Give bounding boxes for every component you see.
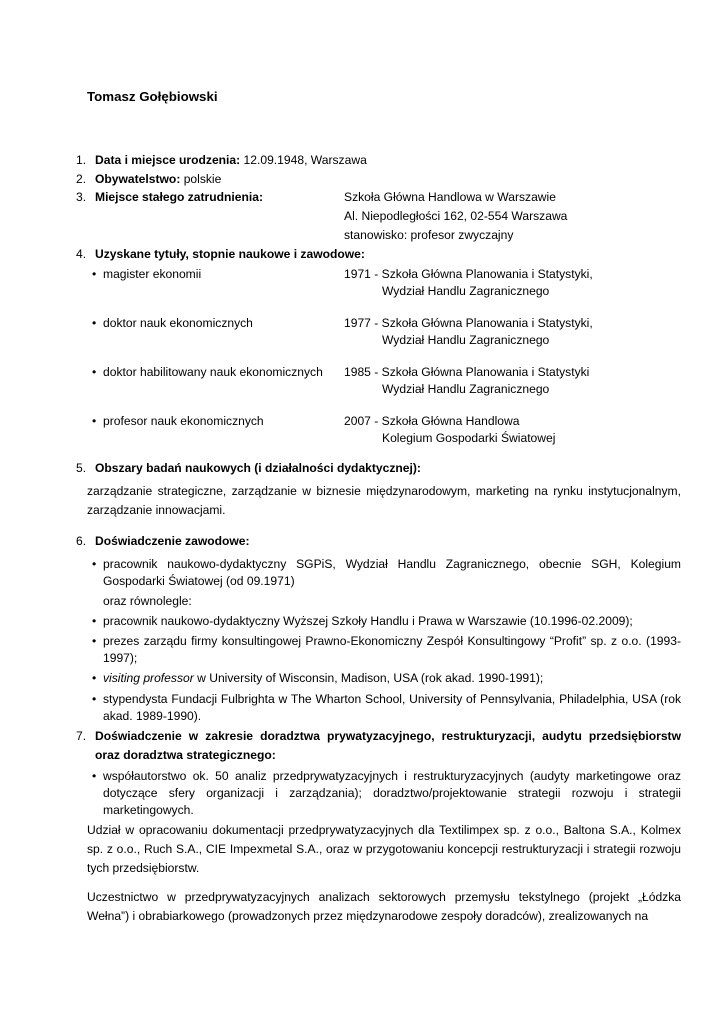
degree-detail: 1985 - Szkoła Główna Planowania i Statystyki [344, 365, 590, 379]
item-5-label: Obszary badań naukowych (i działalności dydaktycznej): [95, 461, 421, 475]
degree-detail: Wydział Handlu Zagranicznego [382, 333, 550, 347]
degree-bullet: • [92, 365, 97, 379]
experience-bullet: • [92, 614, 97, 628]
advisory-bullet: • [92, 769, 97, 783]
research-areas-text: zarządzanie strategiczne, zarządzanie w biznesie międzynarodowym, marketing na rynku instytucjonalnym, zarządzanie innowacjami. [87, 484, 681, 517]
item-2 [95, 171, 221, 187]
item-2-number: 2. [76, 172, 87, 186]
experience-bullet: • [92, 557, 97, 571]
degree-title: magister ekonomii [103, 267, 202, 281]
advisory-item: współautorstwo ok. 50 analiz przedprywatyzacyjnych i restrukturyzacyjnych (audyty marketingowe oraz dotyczące sfery organizacji i zarządzania); doradztwo/projektowanie strategii rozwoju i strategii marketingowych. [103, 769, 681, 817]
experience-note: oraz równolegle: [103, 594, 192, 608]
employer-line: Al. Niepodległości 162, 02-554 Warszawa [344, 209, 568, 223]
degree-title: profesor nauk ekonomicznych [103, 414, 264, 428]
item-6-label: Doświadczenie zawodowe: [95, 534, 250, 548]
item-2-value: polskie [180, 172, 222, 186]
degree-detail: 1971 - Szkoła Główna Planowania i Statystyki, [344, 267, 593, 281]
degree-bullet: • [92, 414, 97, 428]
degree-bullet: • [92, 316, 97, 330]
item-1-label: Data i miejsce urodzenia: [95, 153, 241, 167]
degree-detail: 1977 - Szkoła Główna Planowania i Statystyki, [344, 316, 593, 330]
degree-bullet: • [92, 267, 97, 281]
employer-line: Szkoła Główna Handlowa w Warszawie [344, 190, 556, 204]
experience-item: pracownik naukowo-dydaktyczny Wyższej Szkoły Handlu i Prawa w Warszawie (10.1996-02.2009); [103, 614, 633, 628]
advisory-paragraph: Uczestnictwo w przedprywatyzacyjnych analizach sektorowych przemysłu tekstylnego (projekt „Łódzka Wełna”) i obrabiarkowego (prowadzonych przez międzynarodowe zespoły doradców), zrealizowanych na [87, 890, 681, 923]
item-7-number: 7. [76, 729, 87, 743]
person-name: Tomasz Gołębiowski [87, 89, 218, 104]
item-1-number: 1. [76, 153, 87, 167]
visiting-professor-label: visiting professor [103, 671, 194, 685]
item-1-value: 12.09.1948, Warszawa [240, 153, 367, 167]
experience-item: prezes zarządu firmy konsultingowej Prawno-Ekonomiczny Zespół Konsultingowy “Profit” sp. z o.o. (1993-1997); [103, 634, 681, 665]
item-6-number: 6. [76, 534, 87, 548]
employer-line: stanowisko: profesor zwyczajny [344, 228, 514, 242]
item-4-label: Uzyskane tytuły, stopnie naukowe i zawodowe: [95, 247, 365, 261]
experience-item-text: w University of Wisconsin, Madison, USA (rok akad. 1990-1991); [193, 671, 544, 685]
degree-detail: 2007 - Szkoła Główna Handlowa [344, 414, 520, 428]
degree-title: doktor habilitowany nauk ekonomicznych [103, 365, 323, 379]
item-2-label: Obywatelstwo: [95, 172, 181, 186]
advisory-paragraph: Udział w opracowaniu dokumentacji przedprywatyzacyjnych dla Textilimpex sp. z o.o., Baltona S.A., Kolmex sp. z o.o., Ruch S.A., CIE Impexmetal S.A., oraz w przygotowaniu koncepcji restrukturyzacji i strategii rozwoju tych przedsiębiorstw. [87, 823, 681, 875]
item-3-label: Miejsce stałego zatrudnienia: [95, 190, 264, 204]
item-1 [95, 152, 367, 168]
degree-detail: Wydział Handlu Zagranicznego [382, 382, 550, 396]
degree-detail: Kolegium Gospodarki Światowej [382, 431, 556, 445]
degree-title: doktor nauk ekonomicznych [103, 316, 253, 330]
experience-bullet: • [92, 634, 97, 648]
item-7-label: Doświadczenie w zakresie doradztwa prywatyzacyjnego, restrukturyzacji, audytu przedsiębiorstw oraz doradztwa strategicznego: [95, 729, 681, 762]
item-4-number: 4. [76, 247, 87, 261]
experience-bullet: • [92, 692, 97, 706]
item-3-number: 3. [76, 190, 87, 204]
experience-item: stypendysta Fundacji Fulbrighta w The Wharton School, University of Pennsylvania, Philadelphia, USA (rok akad. 1989-1990). [103, 692, 681, 723]
item-5-number: 5. [76, 461, 87, 475]
experience-item: pracownik naukowo-dydaktyczny SGPiS, Wydział Handlu Zagranicznego, obecnie SGH, Kolegium Gospodarki Światowej (od 09.1971) [103, 557, 681, 588]
degree-detail: Wydział Handlu Zagranicznego [382, 284, 550, 298]
experience-item [103, 670, 543, 686]
experience-bullet: • [92, 671, 97, 685]
